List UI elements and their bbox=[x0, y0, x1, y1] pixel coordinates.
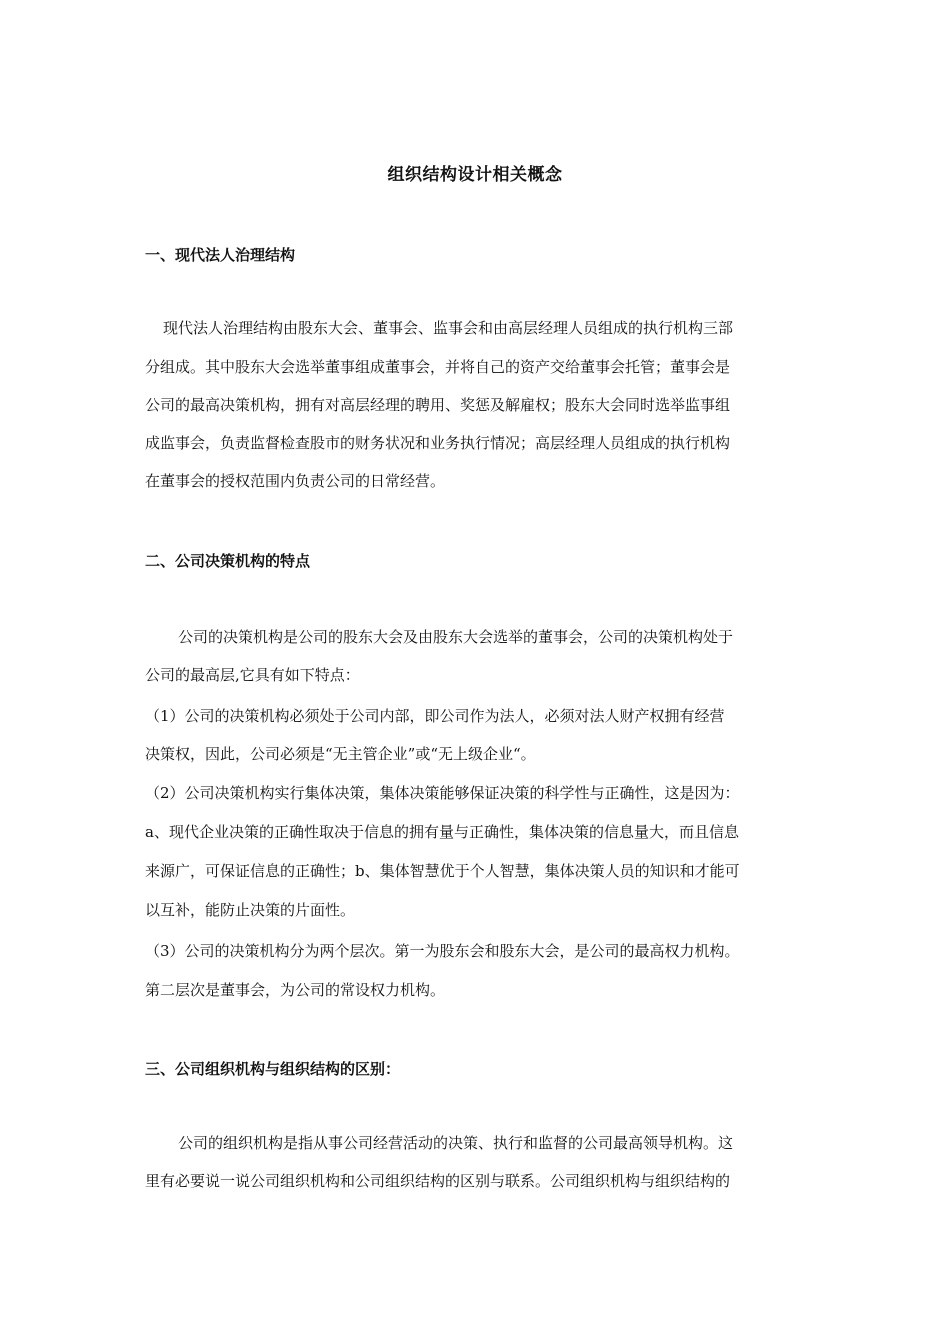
paragraph-line: （1）公司的决策机构必须处于公司内部，即公司作为法人，必须对法人财产权拥有经营 bbox=[145, 707, 725, 725]
paragraph-line: 在董事会的授权范围内负责公司的日常经营。 bbox=[145, 472, 446, 490]
section-heading-1: 一、现代法人治理结构 bbox=[145, 246, 296, 264]
paragraph-line: 来源广，可保证信息的正确性；b、集体智慧优于个人智慧，集体决策人员的知识和才能可 bbox=[145, 862, 740, 880]
paragraph-line: 公司的决策机构是公司的股东大会及由股东大会选举的董事会，公司的决策机构处于 bbox=[178, 628, 734, 646]
paragraph-line: 以互补，能防止决策的片面性。 bbox=[145, 901, 356, 919]
paragraph-line: 公司的最高决策机构，拥有对高层经理的聘用、奖惩及解雇权；股东大会同时选举监事组 bbox=[145, 396, 731, 414]
paragraph-line: 成监事会，负责监督检查股市的财务状况和业务执行情况；高层经理人员组成的执行机构 bbox=[145, 434, 731, 452]
section-heading-2: 二、公司决策机构的特点 bbox=[145, 552, 311, 570]
paragraph-line: 第二层次是董事会，为公司的常设权力机构。 bbox=[145, 981, 446, 999]
paragraph-line: 里有必要说一说公司组织机构和公司组织结构的区别与联系。公司组织机构与组织结构的 bbox=[145, 1172, 731, 1190]
paragraph-line: 公司的最高层,它具有如下特点： bbox=[145, 666, 360, 684]
paragraph-line: 现代法人治理结构由股东大会、董事会、监事会和由高层经理人员组成的执行机构三部 bbox=[163, 319, 734, 337]
paragraph-line: （3）公司的决策机构分为两个层次。第一为股东会和股东大会，是公司的最高权力机构。 bbox=[145, 942, 740, 960]
paragraph-line: 公司的组织机构是指从事公司经营活动的决策、执行和监督的公司最高领导机构。这 bbox=[178, 1134, 734, 1152]
paragraph-line: 分组成。其中股东大会选举董事组成董事会，并将自己的资产交给董事会托管；董事会是 bbox=[145, 358, 731, 376]
section-heading-3: 三、公司组织机构与组织结构的区别： bbox=[145, 1060, 401, 1078]
paragraph-line: （2）公司决策机构实行集体决策，集体决策能够保证决策的科学性与正确性，这是因为： bbox=[145, 784, 740, 802]
paragraph-line: 决策权，因此，公司必须是“无主管企业”或“无上级企业“。 bbox=[145, 745, 536, 763]
page-title: 组织结构设计相关概念 bbox=[387, 165, 563, 185]
paragraph-line: a、现代企业决策的正确性取决于信息的拥有量与正确性，集体决策的信息量大，而且信息 bbox=[145, 823, 739, 841]
